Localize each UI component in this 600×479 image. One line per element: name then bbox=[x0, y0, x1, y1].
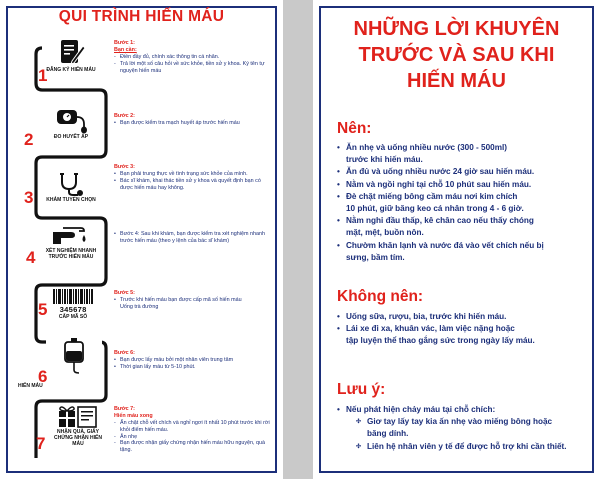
step-3-text bbox=[114, 164, 272, 191]
step-caption: HIẾN MÁU bbox=[18, 383, 43, 389]
advice-title-line: NHỮNG LỜI KHUYÊN bbox=[353, 18, 560, 40]
step-2-text bbox=[114, 113, 272, 127]
step-4-body: Sau khi khám, bạn được kiểm tra xét nghiệm nhanh trước hiến máu (theo y lệnh của bác sĩ khám) bbox=[120, 231, 265, 244]
step-line: - Trả lời một số câu hỏi về sức khỏe, tiền sử y khoa. Ký tên tự nguyện hiến máu bbox=[114, 61, 272, 75]
step-number: 5 bbox=[38, 300, 48, 319]
list-subitem: ✣ Giơ tay lấy tay kia ấn nhẹ vào miếng bông hoặc bbox=[337, 416, 577, 428]
list-subitem: ✣ Liên hệ nhân viên y tế để được hỗ trợ khi cần thiết. bbox=[337, 441, 577, 453]
list-item: tập luyện thể thao gắng sức trong ngày lấy máu. bbox=[346, 336, 535, 346]
list-subitem: băng dính. bbox=[367, 429, 409, 439]
step-line: • Bạn được kiểm tra mạch huyết áp trước hiến máu bbox=[114, 120, 272, 127]
barcode-digits: 345678 bbox=[59, 307, 87, 314]
should-list bbox=[337, 142, 577, 264]
list-item: • Uống sữa, rượu, bia, trước khi hiến máu. bbox=[337, 311, 577, 323]
list-item: • Đè chặt miếng bông cầm máu nơi kim chích bbox=[337, 191, 577, 203]
list-item: • Ăn đủ và uống nhiều nước 24 giờ sau hiến máu. bbox=[337, 166, 577, 178]
step-3-icon-box bbox=[43, 171, 99, 203]
step-label: Bước 1: bbox=[114, 40, 135, 46]
step-number: 3 bbox=[24, 188, 34, 207]
step-caption: NHẬN QUÀ, GIẤY CHỨNG NHẬN HIẾN MÁU bbox=[53, 429, 103, 447]
stethoscope-icon bbox=[56, 171, 86, 197]
step-6-text bbox=[114, 350, 272, 371]
step-4-icon-box bbox=[43, 224, 99, 260]
list-item: trước khi hiến máu. bbox=[346, 155, 423, 165]
step-line: • Bạn phải trung thực về tình trạng sức khỏe của mình. bbox=[114, 171, 272, 178]
step-line: • Thời gian lấy máu từ 5-10 phút. bbox=[114, 364, 272, 371]
step-7-text bbox=[114, 406, 272, 454]
list-item: • Nếu phát hiện chảy máu tại chỗ chích: bbox=[337, 404, 577, 416]
list-item: sưng, bầm tím. bbox=[346, 252, 405, 262]
step-label: Bước 3: bbox=[114, 164, 135, 170]
list-item: • Nằm và ngồi nghỉ tại chỗ 10 phút sau hiến máu. bbox=[337, 179, 577, 191]
list-item: mặt, mệt, buồn nôn. bbox=[346, 228, 424, 238]
blood-donation-process-card bbox=[0, 0, 283, 479]
step-label: Bước 2: bbox=[114, 113, 135, 119]
step-line bbox=[114, 231, 272, 245]
step-sub: Bạn cần: bbox=[114, 47, 137, 53]
step-line: - Ấn chặt chỗ vết chích và nghỉ ngơi ít nhất 10 phút trước khi rời khỏi điểm hiến máu. bbox=[114, 420, 272, 434]
step-line: • Bạn được lấy máu bởi một nhân viên trung tâm bbox=[114, 357, 272, 364]
section-heading-should-not: Không nên: bbox=[337, 288, 424, 305]
step-number: 7 bbox=[36, 434, 46, 453]
step-7-icon-box bbox=[50, 403, 106, 447]
note-list bbox=[337, 404, 577, 453]
step-sub: Hiến máu xong bbox=[114, 413, 153, 419]
blood-pressure-cuff-icon bbox=[54, 106, 88, 134]
advice-title-line: HIẾN MÁU bbox=[407, 70, 506, 92]
section-heading-note: Lưu ý: bbox=[337, 381, 386, 398]
step-label: Bước 5: bbox=[114, 290, 135, 296]
step-line: - Điền đầy đủ, chính xác thông tin cá nhân. bbox=[114, 54, 272, 61]
gift-certificate-icon bbox=[56, 403, 100, 429]
step-4-text bbox=[114, 231, 272, 245]
step-caption: ĐĂNG KÝ HIẾN MÁU bbox=[46, 67, 96, 73]
step-6-icon-box bbox=[46, 338, 102, 374]
step-line: - Bạn được nhận giấy chứng nhận hiến máu hữu nguyện, quà tặng. bbox=[114, 440, 272, 454]
process-title: QUI TRÌNH HIẾN MÁU bbox=[58, 8, 225, 25]
step-5-text bbox=[114, 290, 272, 311]
step-label: Bước 6: bbox=[114, 350, 135, 356]
step-number: 2 bbox=[24, 130, 34, 149]
step-1-text bbox=[114, 40, 272, 74]
barcode-icon bbox=[51, 288, 95, 314]
step-2-icon-box bbox=[43, 106, 99, 140]
step-number: 6 bbox=[38, 367, 48, 386]
list-item: • Ăn nhẹ và uống nhiều nước (300 - 500ml) bbox=[337, 142, 577, 154]
step-label: Bước 7: bbox=[114, 406, 135, 412]
section-heading-should: Nên: bbox=[337, 120, 372, 137]
step-caption: KHÁM TUYỂN CHỌN bbox=[46, 197, 96, 203]
finger-blood-drop-icon bbox=[51, 224, 91, 248]
step-1-icon-box bbox=[43, 37, 99, 73]
step-4-prefix: Bước 4: bbox=[120, 231, 140, 237]
step-line: • Trước khi hiến máu bạn được cấp mã số hiến máu bbox=[114, 297, 272, 304]
list-item: 10 phút, giữ băng keo cá nhân trong 4 - 6 giờ. bbox=[346, 204, 524, 214]
advice-title-line: TRƯỚC VÀ SAU KHI bbox=[358, 44, 555, 66]
list-item: • Chườm khăn lạnh và nước đá vào vết chích nếu bị bbox=[337, 240, 577, 252]
step-caption: XÉT NGHIỆM NHANH TRƯỚC HIẾN MÁU bbox=[45, 248, 97, 260]
donation-advice-card bbox=[313, 0, 600, 479]
advice-title bbox=[313, 16, 600, 94]
step-line: • Bác sĩ khám, khai thác tiền sử y khoa và quyết định bạn có được hiến máu hay không. bbox=[114, 178, 272, 192]
should-not-list bbox=[337, 311, 577, 348]
step-line: Uống trà đường bbox=[120, 303, 159, 310]
blood-bag-icon bbox=[59, 338, 89, 374]
list-item: • Lái xe đi xa, khuân vác, làm việc nặng hoặc bbox=[337, 323, 577, 335]
list-item: • Nằm nghỉ đầu thấp, kê chân cao nếu thấy chóng bbox=[337, 215, 577, 227]
step-caption: CẤP MÃ SỐ bbox=[58, 314, 88, 320]
step-number: 1 bbox=[38, 66, 48, 85]
pencil-document-icon bbox=[56, 37, 86, 67]
step-5-icon-box bbox=[45, 288, 101, 320]
step-caption: ĐO HUYẾT ÁP bbox=[53, 134, 89, 140]
step-number: 4 bbox=[26, 248, 36, 267]
step-line: - Ăn nhẹ bbox=[114, 434, 272, 441]
